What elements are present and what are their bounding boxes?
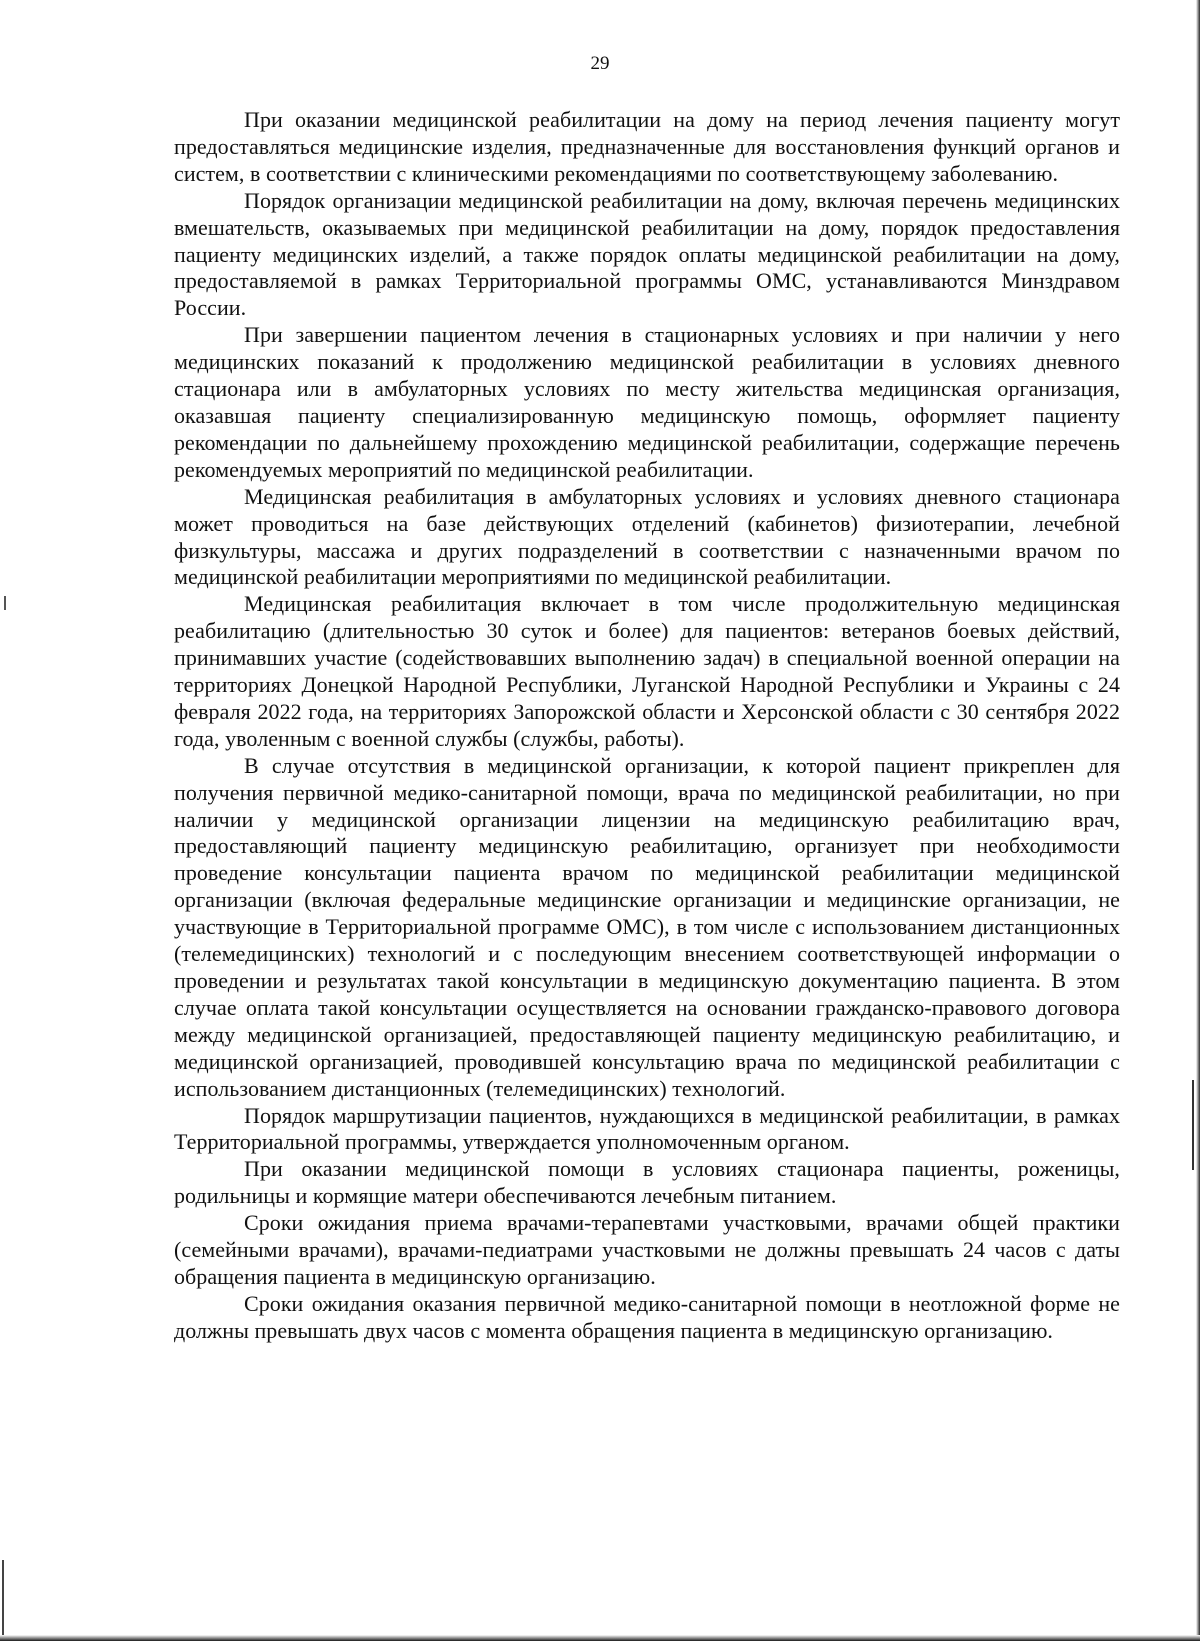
scan-artifact-left xyxy=(4,596,6,610)
page-number: 29 xyxy=(590,53,610,74)
paragraph-home-rehab-procedure: Порядок организации медицинской реабилитации на дому, включая перечень медицинских вмешательств, оказываемых при медицинской реабилитации на дому, порядок предоставления пациенту медицинских изделий, а также порядок оплаты медицинской реабилитации на дому, предоставляемой в рамках Территориальной программы ОМС, устанавливаются Минздравом России. xyxy=(174,187,1120,321)
scan-artifact-right xyxy=(1192,1080,1194,1170)
scan-artifact-left-bottom xyxy=(2,1560,4,1635)
paragraph-waiting-urgent: Сроки ожидания оказания первичной медико-санитарной помощи в неотложной форме не должны превышать двух часов с момента обращения пациента в медицинскую организацию. xyxy=(174,1290,1120,1343)
scan-edge-right xyxy=(1196,0,1200,1641)
paragraph-routing: Порядок маршрутизации пациентов, нуждающихся в медицинской реабилитации, в рамках Территориальной программы, утверждается уполномоченным органом. xyxy=(174,1102,1120,1155)
paragraph-outpatient-rehab: Медицинская реабилитация в амбулаторных условиях и условиях дневного стационара может проводиться на базе действующих отделений (кабинетов) физиотерапии, лечебной физкультуры, массажа и других подразделений в соответствии с назначенными врачом по медицинской реабилитации мероприятиями по медицинской реабилитации. xyxy=(174,483,1120,590)
paragraph-long-term-rehab: Медицинская реабилитация включает в том числе продолжительную медицинская реабилитацию (длительностью 30 суток и более) для пациентов: ветеранов боевых действий, принимавших участие (содействовавших выполнению задач) в специальной военной операции на территориях Донецкой Народной Республики, Луганской Народной Республики и Украины с 24 февраля 2022 года, на территориях Запорожской области и Херсонской области с 30 сентября 2022 года, уволенным с военной службы (службы, работы). xyxy=(174,591,1120,751)
paragraph-consultation: В случае отсутствия в медицинской организации, к которой пациент прикреплен для получения первичной медико-санитарной помощи, врача по медицинской реабилитации, но при наличии у медицинской организации лицензии на медицинскую реабилитацию врач, предоставляющий пациенту медицинскую реабилитацию, организует при необходимости проведение консультации пациента врачом по медицинской реабилитации медицинской организации (включая федеральные медицинские организации и медицинские организации, не участвующие в Территориальной программе ОМС), в том числе с использованием дистанционных (телемедицинских) технологий и с последующим внесением соответствующей информации о проведении и результатах такой консультации в медицинскую документацию пациента. В этом случае оплата такой консультации осуществляется на основании гражданско-правового договора между медицинской организацией, предоставляющей пациенту медицинскую реабилитацию, и медицинской организацией, проводившей консультацию врача по медицинской реабилитации с использованием дистанционных (телемедицинских) технологий. xyxy=(174,752,1120,1101)
paragraph-home-rehab-devices: При оказании медицинской реабилитации на дому на период лечения пациенту могут предоставляться медицинские изделия, предназначенные для восстановления функций органов и систем, в соответствии с клиническими рекомендациями по соответствующему заболеванию. xyxy=(174,107,1120,186)
paragraph-inpatient-discharge: При завершении пациентом лечения в стационарных условиях и при наличии у него медицинских показаний к продолжению медицинской реабилитации в условиях дневного стационара или в амбулаторных условиях по месту жительства медицинская организация, оказавшая пациенту специализированную медицинскую помощь, оформляет пациенту рекомендации по дальнейшему прохождению медицинской реабилитации, содержащие перечень рекомендуемых мероприятий по медицинской реабилитации. xyxy=(174,322,1120,482)
paragraph-waiting-primary: Сроки ожидания приема врачами-терапевтами участковыми, врачами общей практики (семейными врачами), врачами-педиатрами участковыми не должны превышать 24 часов с даты обращения пациента в медицинскую организацию. xyxy=(174,1210,1120,1289)
document-body xyxy=(174,107,1120,1345)
paragraph-nutrition: При оказании медицинской помощи в условиях стационара пациенты, роженицы, родильницы и кормящие матери обеспечиваются лечебным питанием. xyxy=(174,1156,1120,1209)
scan-edge-bottom xyxy=(0,1635,1200,1641)
